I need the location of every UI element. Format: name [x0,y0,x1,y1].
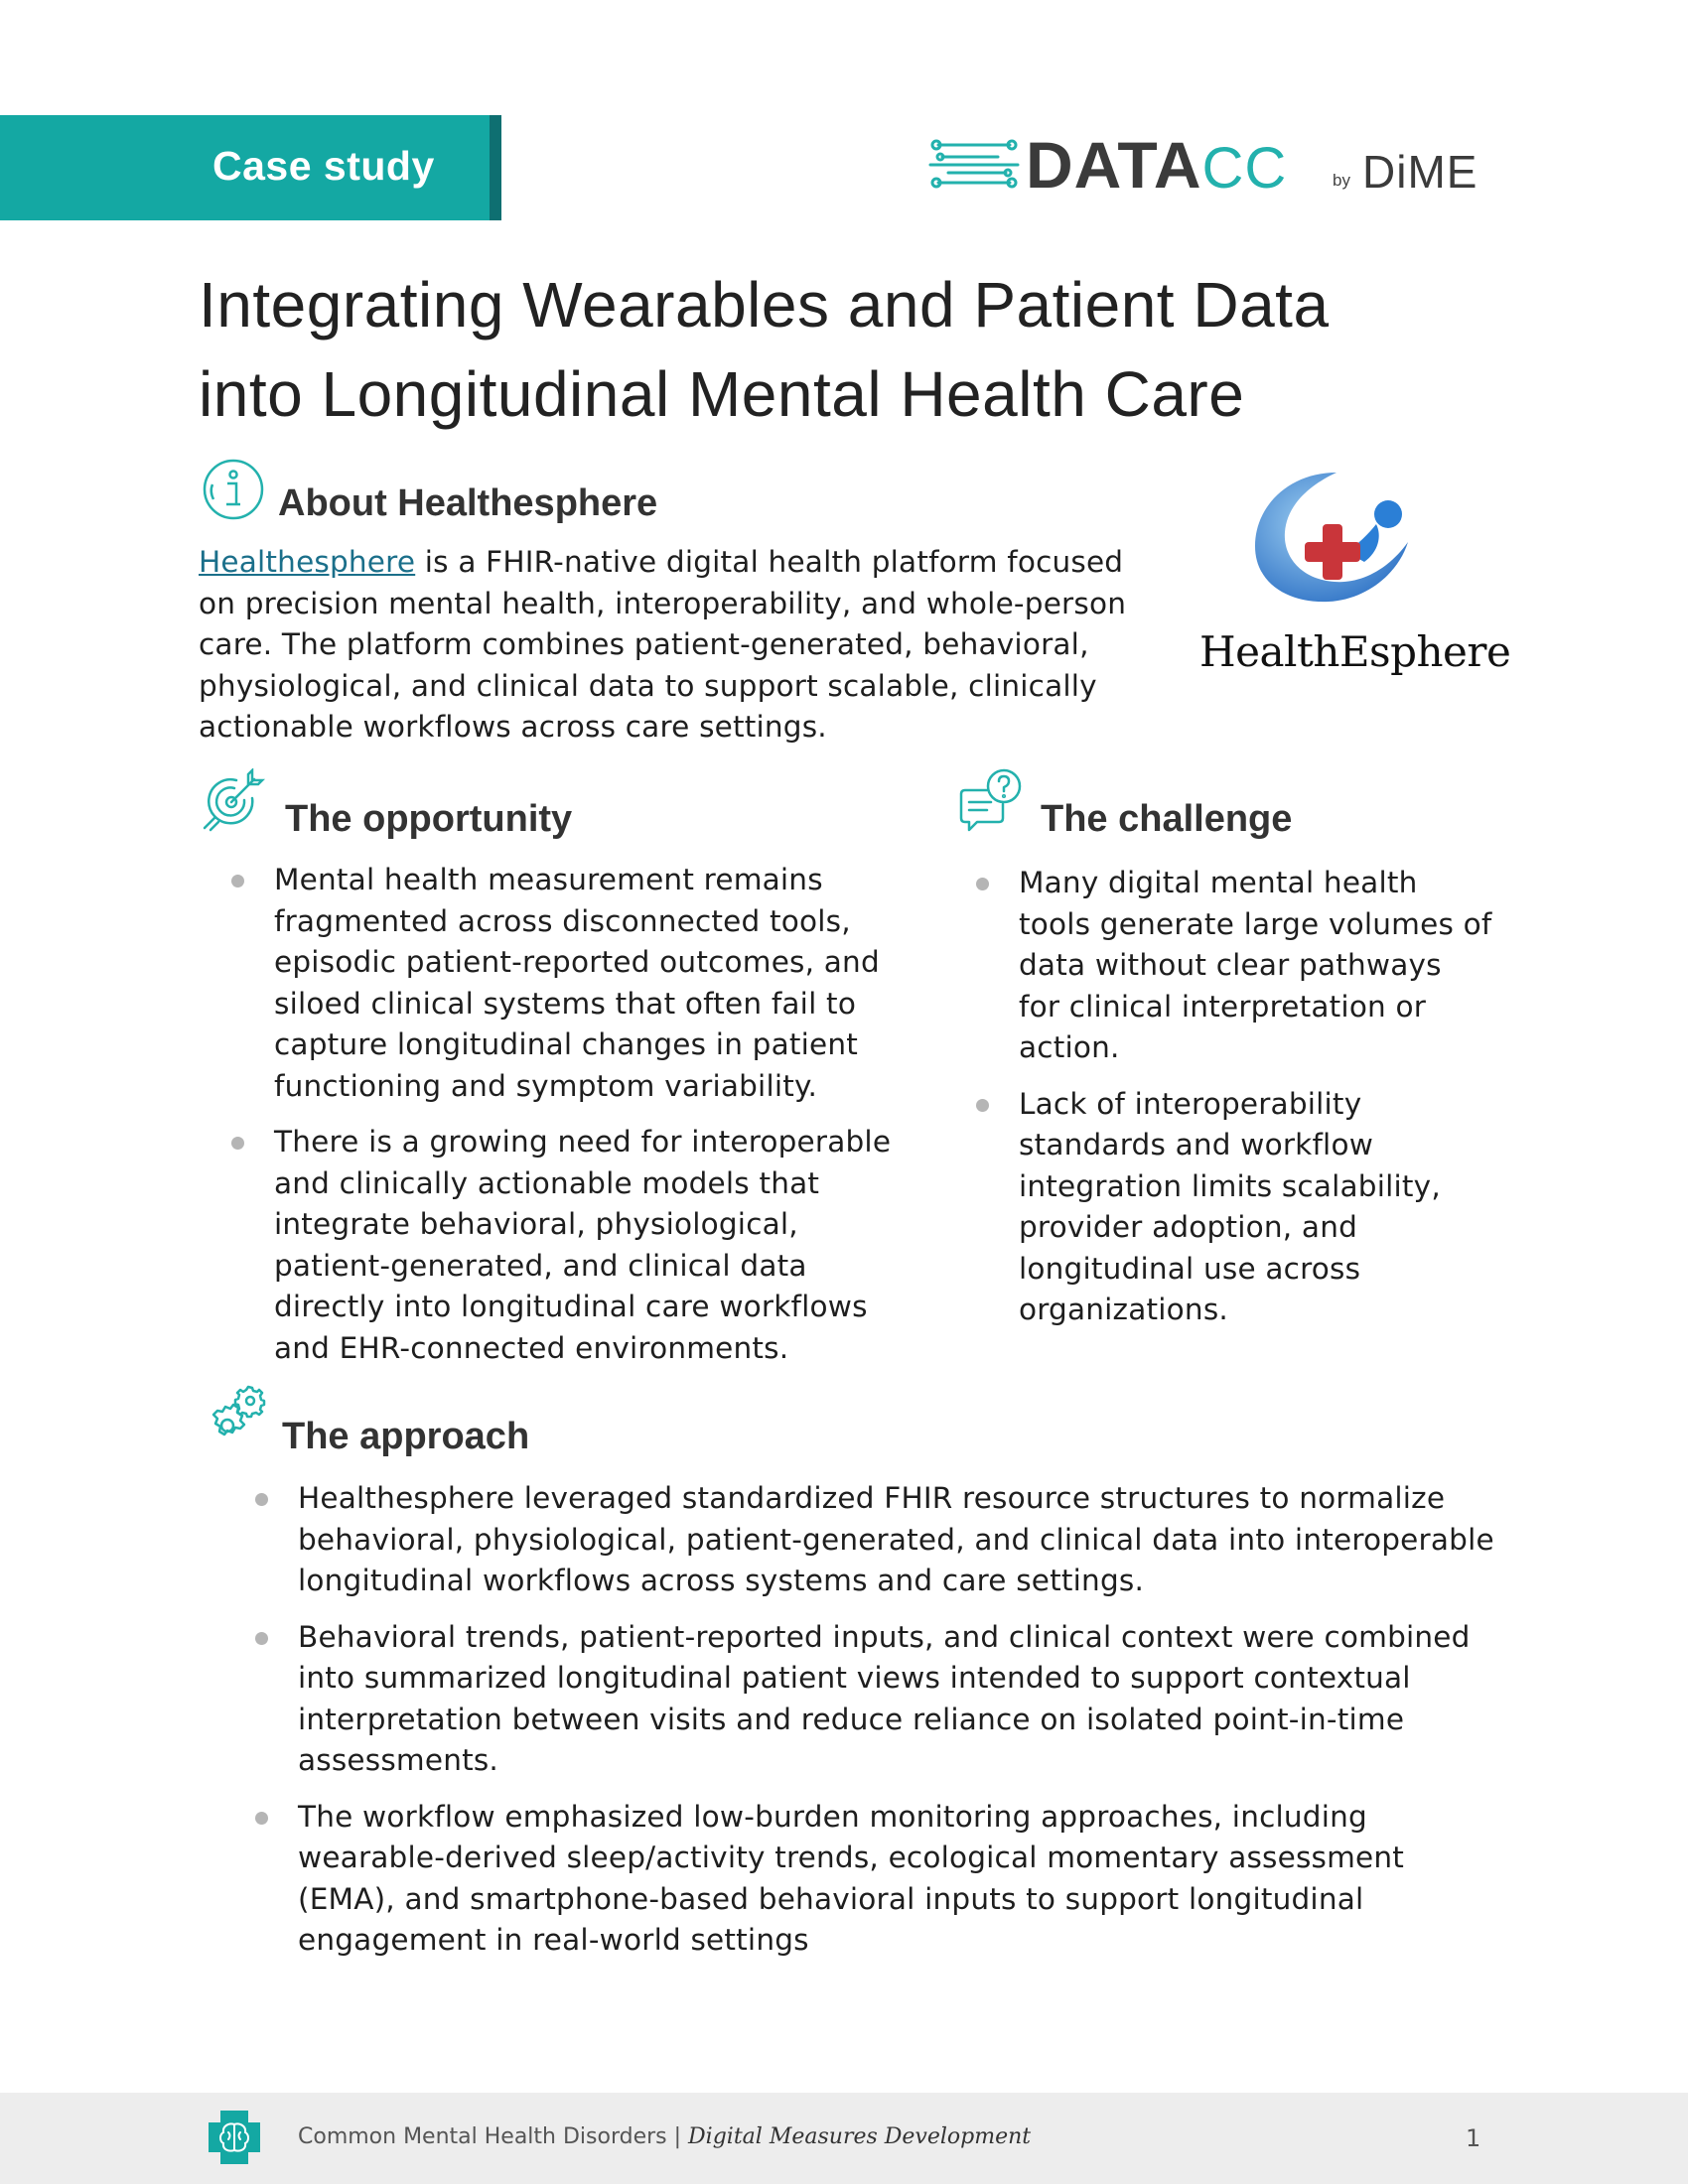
opportunity-list [274,860,910,1384]
logo-by-text: by [1333,171,1350,190]
healthesphere-logo-text: HealthEsphere [1199,627,1511,676]
datacc-circuit-icon [928,137,1020,191]
title-line-2: into Longitudinal Mental Health Care [199,358,1245,430]
page-number: 1 [1466,2124,1481,2152]
approach-item-1: Healthesphere leveraged standardized FHIR resource structures to normalize behavioral, physiological, patient-generated, and clinical data into interoperable longitudinal workflows across systems and care settings. [298,1478,1509,1602]
approach-item-3: The workflow emphasized low-burden monitoring approaches, including wearable-derived sleep/activity trends, ecological momentary assessment (EMA), and smartphone-based behavioral inputs to support longitudinal engagement in real-world settings [298,1797,1509,1962]
footer-series: Common Mental Health Disorders [298,2124,667,2149]
target-icon [201,768,266,834]
challenge-item-1: Many digital mental health tools generate large volumes of data without clear pathways for clinical interpretation or action. [1019,863,1505,1069]
bullet-dot [255,1493,268,1506]
challenge-list [1019,863,1505,1346]
datacc-logo-text: DATACC [1026,128,1288,202]
about-line-3: care. The platform combines patient-generated, behavioral, [199,627,1089,661]
healthesphere-link[interactable]: Healthesphere [199,545,416,579]
approach-item-2: Behavioral trends, patient-reported inputs, and clinical context were combined into summarized longitudinal patient views intended to support contextual interpretation between visits and reduce reliance on isolated point-in-time assessments. [298,1617,1509,1782]
approach-list [298,1478,1509,1977]
bullet-dot [976,878,989,890]
dime-logo-text: DiME [1362,146,1478,198]
opportunity-heading: The opportunity [285,798,573,840]
approach-heading: The approach [282,1416,530,1457]
about-paragraph [199,542,1152,749]
brain-icon [207,2109,262,2166]
gears-icon [201,1384,266,1449]
opportunity-item-2: There is a growing need for interoperable and clinically actionable models that integrate behavioral, physiological, patient-generated, and clinical data directly into longitudinal care workflows and EHR-connected environments. [274,1122,910,1369]
bullet-dot [231,875,244,887]
healthesphere-logo-mark [1249,467,1418,606]
opportunity-item-1: Mental health measurement remains fragmented across disconnected tools, episodic patient-reported outcomes, and siloed clinical systems that often fail to capture longitudinal changes in patient functioning and symptom variability. [274,860,910,1107]
about-line-1: Healthesphere is a FHIR-native digital health platform focused [199,545,1124,579]
footer-caption: Common Mental Health Disorders | Digital Measures Development [298,2124,1032,2149]
bullet-dot [976,1099,989,1112]
bullet-dot [255,1812,268,1825]
title-line-1: Integrating Wearables and Patient Data [199,269,1330,341]
chat-question-icon [957,766,1023,832]
about-line-4: physiological, and clinical data to support scalable, clinically [199,668,1097,703]
bullet-dot [231,1137,244,1150]
page-title [199,260,1489,439]
challenge-item-2: Lack of interoperability standards and workflow integration limits scalability, provider adoption, and longitudinal use across organizations. [1019,1084,1505,1331]
about-line-2: on precision mental health, interoperability, and whole-person [199,586,1127,620]
footer-subtitle: Digital Measures Development [688,2124,1032,2149]
challenge-heading: The challenge [1041,798,1293,840]
about-heading: About Healthesphere [278,482,658,524]
about-line-5: actionable workflows across care settings. [199,710,827,744]
case-study-label: Case study [212,143,435,189]
info-icon [201,457,266,522]
bullet-dot [255,1632,268,1645]
